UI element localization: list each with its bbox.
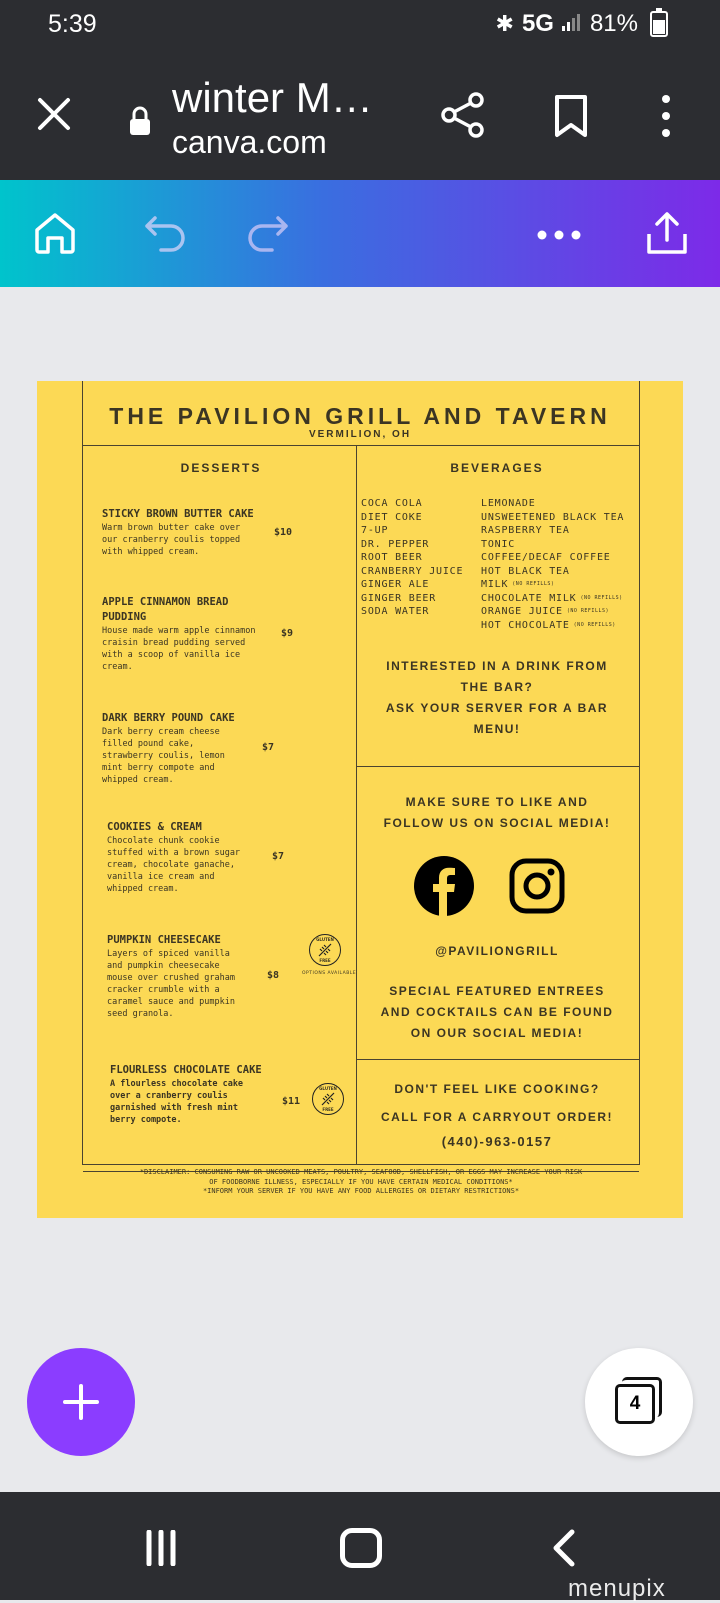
dessert-desc-line: Chocolate chunk cookie <box>107 836 220 846</box>
dessert-desc-line: cream. <box>102 662 133 672</box>
dessert-desc-line: garnished with fresh mint <box>110 1103 238 1113</box>
menu-page[interactable] <box>37 381 683 1218</box>
page-title[interactable]: winter M… <box>172 74 373 121</box>
social-handle: @PAVILIONGRILL <box>435 944 559 958</box>
social-note: MAKE SURE TO LIKE AND FOLLOW US ON SOCIAL MEDIA! <box>383 795 611 830</box>
dessert-desc-line: caramel sauce and pumpkin <box>107 997 235 1007</box>
dessert-desc-line: seed granola. <box>107 1009 174 1019</box>
bar-note: INTERESTED IN A DRINK FROM THE BAR? ASK YOUR SERVER FOR A BAR MENU! <box>385 659 609 736</box>
dessert-item <box>107 820 277 895</box>
bookmark-icon[interactable] <box>553 94 589 138</box>
dessert-item <box>102 595 272 673</box>
restaurant-name: THE PAVILION GRILL AND TAVERN <box>109 403 611 429</box>
beverage-item: HOT CHOCOLATE $^{(NO REFILLS)}$ <box>481 619 616 631</box>
beverage-item: HOT BLACK TEA <box>481 565 570 577</box>
gluten-free-note: OPTIONS AVAILABLE <box>302 971 357 976</box>
dessert-desc-line: vanilla ice cream and <box>107 872 215 882</box>
signal-icon <box>562 10 582 38</box>
beverage-item: COFFEE/DECAF COFFEE <box>481 552 611 563</box>
beverage-item: ORANGE JUICE $^{(NO REFILLS)}$ <box>481 606 609 617</box>
facebook-icon[interactable] <box>414 856 474 916</box>
dessert-desc-line: craisin bread pudding served <box>102 638 246 648</box>
instagram-icon[interactable] <box>509 858 565 914</box>
dessert-name: PUMPKIN CHEESECAKE <box>107 934 221 946</box>
featured-note: SPECIAL FEATURED ENTREES AND COCKTAILS CAN BE FOUND ON OUR SOCIAL MEDIA! <box>380 984 614 1040</box>
page-url[interactable]: canva.com <box>172 124 327 160</box>
beverage-item: 7-UP <box>361 525 389 536</box>
dessert-desc-line: A flourless chocolate cake <box>110 1079 244 1089</box>
carryout-note: DON'T FEEL LIKE COOKING? CALL FOR A CARRYOUT ORDER! <box>380 1082 614 1124</box>
pages-count: 4 <box>615 1384 655 1424</box>
beverage-item: RASPBERRY TEA <box>481 525 570 536</box>
close-icon[interactable] <box>36 96 72 132</box>
dessert-desc-line: filled pound cake, <box>102 739 195 749</box>
beverage-item: COCA COLA <box>361 498 423 509</box>
dessert-price: $11 <box>282 1096 301 1107</box>
beverage-item: LEMONADE <box>481 498 536 509</box>
dessert-item <box>110 1063 280 1126</box>
beverage-item: CRANBERRY JUICE <box>361 565 464 577</box>
dessert-desc-line: cracker crumble with a <box>107 985 220 995</box>
beverages-heading: BEVERAGES <box>450 461 544 475</box>
dessert-name: DARK BERRY POUND CAKE <box>102 712 235 724</box>
dessert-desc-line: our cranberry coulis topped <box>102 535 241 545</box>
dessert-item <box>102 507 302 558</box>
more-horiz-icon[interactable] <box>537 230 581 240</box>
beverage-item: UNSWEETENED BLACK TEA <box>481 511 625 523</box>
dessert-price: $7 <box>262 742 275 753</box>
dessert-desc-line: berry compote. <box>110 1115 182 1125</box>
dessert-desc-line: whipped cream. <box>107 884 179 894</box>
watermark: menupix <box>568 1575 666 1602</box>
undo-icon[interactable] <box>143 214 187 252</box>
dessert-desc-line: stuffed with a brown sugar <box>107 848 241 858</box>
export-icon[interactable] <box>644 210 690 256</box>
dessert-price: $7 <box>272 851 285 862</box>
home-icon[interactable] <box>32 210 78 256</box>
dessert-desc-line: Layers of spiced vanilla <box>107 949 230 959</box>
beverage-item: GINGER ALE <box>361 579 430 590</box>
beverage-item: GINGER BEER <box>361 592 437 604</box>
redo-icon[interactable] <box>246 214 290 252</box>
dessert-price: $9 <box>281 628 294 639</box>
dessert-desc-line: and pumpkin cheesecake <box>107 961 220 971</box>
dessert-desc-line: mint berry compote and <box>102 763 215 773</box>
beverage-item: DIET COKE <box>361 511 423 523</box>
dessert-desc-line: Dark berry cream cheese <box>102 727 220 737</box>
dessert-name: STICKY BROWN BUTTER CAKE <box>102 508 254 520</box>
dessert-desc-line: with whipped cream. <box>102 547 200 557</box>
add-button[interactable] <box>27 1348 135 1456</box>
browser-address-bar <box>0 52 720 180</box>
restaurant-location: VERMILION, OH <box>308 429 412 440</box>
beverage-item: CHOCOLATE MILK $^{(NO REFILLS)}$ <box>481 592 623 604</box>
battery-icon <box>650 11 668 37</box>
bluetooth-icon: ✱ <box>495 11 514 36</box>
network-label: 5G <box>521 10 554 37</box>
more-vert-icon[interactable] <box>658 94 674 138</box>
plus-icon <box>61 1382 101 1422</box>
dessert-desc-line: with a scoop of vanilla ice <box>102 650 241 660</box>
dessert-desc-line: mouse over crushed graham <box>107 973 235 983</box>
lock-icon <box>128 106 152 136</box>
dessert-price: $10 <box>274 527 293 538</box>
home-nav-button[interactable] <box>340 1528 382 1568</box>
dessert-name: APPLE CINNAMON BREAD PUDDING <box>102 596 229 623</box>
battery-percent: 81% <box>589 10 638 37</box>
recent-apps-icon[interactable] <box>143 1530 179 1566</box>
share-icon[interactable] <box>440 92 486 138</box>
disclaimer: *DISCLAIMER: CONSUMING RAW OR UNCOOKED MEATS, POULTRY, SEAFOOD, SHELLFISH, OR EGGS MAY INCREASE YOUR RISK OF FOODBORNE ILLNESS, ESPECIALLY IF YOU HAVE CERTAIN MEDICAL CONDITIONS* *INFORM YOUR SERVER IF YOU HAVE ANY FOOD ALLERGIES OR DIETARY RESTRICTIONS* <box>139 1168 583 1195</box>
dessert-name: FLOURLESS CHOCOLATE CAKE <box>110 1064 262 1076</box>
dessert-item <box>107 933 280 1020</box>
desserts-heading: DESSERTS <box>180 461 262 475</box>
beverage-item: MILK $^{(NO REFILLS)}$ <box>481 579 555 590</box>
beverage-list-right <box>481 497 624 632</box>
beverage-item: ROOT BEER <box>361 552 423 563</box>
phone-number: (440)-963-0157 <box>441 1134 553 1149</box>
dessert-desc-line: strawberry coulis, lemon <box>102 751 225 761</box>
dessert-desc-line: whipped cream. <box>102 775 174 785</box>
dessert-name: COOKIES & CREAM <box>107 821 202 833</box>
beverage-list-left <box>361 497 463 619</box>
gluten-free-badge: GLUTEN FREE <box>312 1083 344 1115</box>
canva-toolbar <box>0 180 720 287</box>
status-bar <box>0 0 720 52</box>
wheat-icon <box>320 1091 336 1107</box>
dessert-desc-line: cream, chocolate ganache, <box>107 860 235 870</box>
beverage-item: TONIC <box>481 538 516 550</box>
dessert-desc-line: House made warm apple cinnamon <box>102 626 256 636</box>
pages-button[interactable] <box>585 1348 693 1456</box>
dessert-desc-line: over a cranberry coulis <box>110 1091 228 1101</box>
dessert-desc-line: Warm brown butter cake over <box>102 523 241 533</box>
beverage-item: SODA WATER <box>361 606 430 617</box>
wheat-icon <box>317 942 333 958</box>
status-time: 5:39 <box>48 10 97 38</box>
back-icon[interactable] <box>552 1528 576 1568</box>
dessert-price: $8 <box>267 970 280 981</box>
gluten-free-badge: GLUTEN FREE <box>309 934 341 966</box>
status-icons <box>496 10 669 38</box>
beverage-item: DR. PEPPER <box>361 538 430 550</box>
dessert-item <box>102 711 275 786</box>
